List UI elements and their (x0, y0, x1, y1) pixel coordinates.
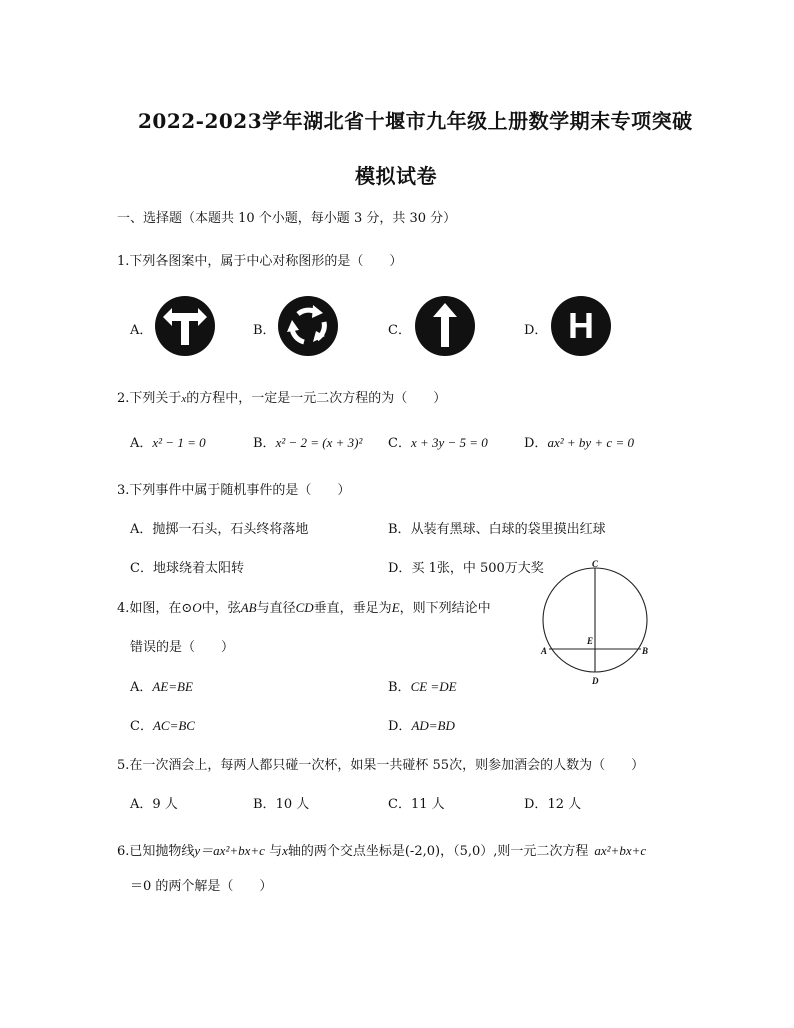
up-arrow-icon (414, 295, 476, 357)
q3-option-b-text: 从装有黑球、白球的袋里摸出红球 (410, 522, 606, 537)
q2-option-c (388, 432, 488, 451)
roundabout-icon (277, 295, 339, 357)
q1-option-a-label: A． (130, 323, 153, 338)
q6-stem-b: 与 (264, 844, 283, 859)
q6-stem-expr1: y＝ax²+bx+c (194, 843, 265, 858)
q4-stem-line1 (117, 597, 491, 616)
q2-option-c-expr: x + 3y − 5 = 0 (410, 435, 488, 450)
q4-stem-e: E (391, 600, 400, 615)
q5-option-a-text: 9 人 (152, 797, 178, 812)
q4-stem-b: 中，弦 (201, 601, 241, 616)
q5-option-a (130, 793, 178, 812)
q5-option-d-text: 12 人 (547, 797, 582, 812)
q4-stem-d: 垂直，垂足为 (313, 601, 392, 616)
q6-stem-c: 轴的两个交点坐标是(-2,0)，（5,0）,则一元二次方程 (287, 844, 589, 859)
h-letter: H (568, 305, 594, 346)
q6-stem-a: 6.已知抛物线 (117, 844, 195, 859)
q1-option-c-label: C． (388, 323, 411, 338)
figure-label-a: A (541, 646, 548, 656)
q4-option-a (130, 676, 193, 695)
q4-option-b-text: CE =DE (410, 679, 457, 694)
q4-stem-ab: AB (240, 600, 257, 615)
q3-option-b-label: B． (388, 522, 411, 537)
q5-option-a-label: A． (130, 797, 153, 812)
q4-option-c-text: AC=BC (152, 718, 195, 733)
q3-option-a-text: 抛掷一石头，石头终将落地 (152, 522, 309, 537)
q1-option-d-label: D． (524, 323, 548, 338)
q4-option-a-text: AE=BE (152, 679, 193, 694)
q5-stem: 5.在一次酒会上，每两人都只碰一次杯，如果一共碰杯 55次，则参加酒会的人数为（ ） (117, 758, 645, 773)
figure-label-e: E (587, 636, 594, 646)
q3-option-a (130, 518, 308, 537)
q3-option-c-text: 地球绕着太阳转 (152, 561, 244, 576)
q2-option-b (253, 432, 362, 451)
q4-option-d (388, 715, 455, 734)
q2-option-d-expr: ax² + by + c = 0 (547, 435, 634, 450)
q6-stem-line1 (117, 840, 646, 859)
q3-option-c (130, 557, 244, 576)
q5-option-d (524, 793, 581, 812)
q5-option-b (253, 793, 309, 812)
q4-option-c (130, 715, 195, 734)
q2-stem-a: 2.下列关于 (117, 391, 182, 406)
q2-option-a-expr: x² − 1 = 0 (152, 435, 206, 450)
split-arrow-icon (154, 295, 216, 357)
page-title-line1: 2022-2023学年湖北省十堰市九年级上册数学期末专项突破 (138, 109, 693, 133)
figure-label-d: D (592, 676, 599, 686)
q2-option-d-label: D． (524, 436, 548, 451)
q3-option-d-text: 买 1张，中 500万大奖 (411, 561, 544, 576)
q2-stem-var: x (181, 393, 187, 405)
q5-option-b-text: 10 人 (275, 797, 310, 812)
q3-option-d (388, 557, 544, 576)
circle-figure (532, 558, 662, 688)
q2-option-a-label: A． (130, 436, 153, 451)
q4-stem-line2: 错误的是（ ） (130, 640, 235, 655)
q3-option-a-label: A． (130, 522, 153, 537)
q3-option-b (388, 518, 606, 537)
q3-option-d-label: D． (388, 561, 412, 576)
q4-option-b (388, 676, 457, 695)
q6-stem-x: x (282, 843, 288, 858)
q4-stem-o: O (192, 600, 202, 615)
q4-stem-f: ，则下列结论中 (399, 601, 491, 616)
section-heading: 一、选择题（本题共 10 个小题，每小题 3 分，共 30 分） (117, 211, 457, 226)
figure-label-b: B (642, 646, 649, 656)
q6-stem-expr2: ax²+bx+c (594, 843, 647, 858)
q4-stem-a: 4.如图，在⊙ (117, 601, 193, 616)
q2-stem (117, 387, 446, 406)
q4-option-d-text: AD=BD (411, 718, 455, 733)
q6-stem-line2: ＝0 的两个解是（ ） (130, 879, 273, 894)
q1-stem: 1.下列各图案中，属于中心对称图形的是（ ） (117, 254, 403, 269)
q2-option-d (524, 432, 634, 451)
q5-option-c (388, 793, 445, 812)
letter-h-icon (550, 295, 612, 357)
q2-option-b-expr: x² − 2 = (x + 3)² (275, 435, 363, 450)
q2-option-b-label: B． (253, 436, 276, 451)
q4-option-a-label: A． (130, 680, 153, 695)
q3-option-c-label: C． (130, 561, 153, 576)
q2-option-a (130, 432, 206, 451)
q5-option-d-label: D． (524, 797, 548, 812)
figure-label-c: C (592, 559, 599, 569)
q3-stem: 3.下列事件中属于随机事件的是（ ） (117, 483, 351, 498)
q5-option-c-label: C． (388, 797, 411, 812)
q2-stem-b: 的方程中，一定是一元二次方程的为（ ） (186, 391, 447, 406)
q2-option-c-label: C． (388, 436, 411, 451)
q4-option-d-label: D． (388, 719, 412, 734)
q4-option-c-label: C． (130, 719, 153, 734)
q5-option-c-text: 11 人 (410, 797, 445, 812)
q4-stem-cd: CD (295, 600, 314, 615)
page-title-line2: 模拟试卷 (355, 164, 437, 188)
q1-option-b-label: B． (253, 323, 276, 338)
q4-stem-c: 与直径 (256, 601, 296, 616)
q4-option-b-label: B． (388, 680, 411, 695)
q5-option-b-label: B． (253, 797, 276, 812)
